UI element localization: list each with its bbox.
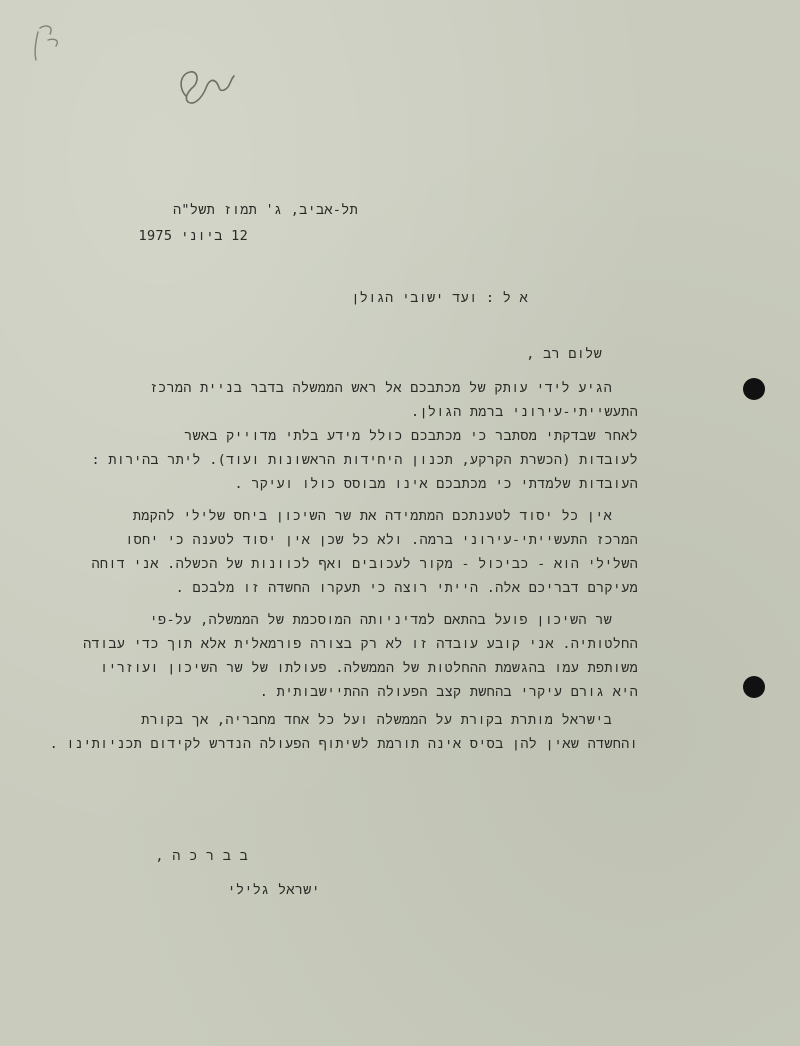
signature-name: ישראל גלילי bbox=[227, 882, 320, 898]
greeting: שלום רב , bbox=[526, 346, 602, 362]
date-gregorian: 12 ביוני 1975 bbox=[138, 228, 248, 244]
addressee: א ל : ועד ישובי הגולן bbox=[351, 290, 528, 306]
paragraph-5-line-1: בישראל מותרת בקורת על הממשלה ועל כל אחד מחבריה, אך בקורת bbox=[141, 712, 612, 728]
closing: ב ב ר כ ה , bbox=[155, 848, 248, 864]
paragraph-3-line-3: השלילי הוא - כביכול - מקור לעכובים ואף לכוונות של הכשלה. אני דוחה bbox=[91, 556, 638, 572]
paragraph-3-line-2: המרכז התעשייתי-עירוני ברמה. ולא כל שכן אין יסוד לטענה כי יחסו bbox=[125, 532, 638, 548]
paragraph-3-line-4: מעיקרם דבריכם אלה. הייתי רוצה כי תעקרו החשדה זו מלבכם . bbox=[175, 580, 638, 596]
punch-hole-lower bbox=[743, 676, 765, 698]
paragraph-2-line-2: לעובדות (הכשרת הקרקע, תכנון היחידות הראשונות ועוד). ליתר בהירות : bbox=[91, 452, 638, 468]
paragraph-4-line-1: שר השיכון פועל בהתאם למדיניותה המוסכמת של הממשלה, על-פי bbox=[149, 612, 612, 628]
paragraph-2-line-3: העובדות שלמדתי כי מכתבכם אינו מבוסס כולו ועיקר . bbox=[234, 476, 638, 492]
paragraph-4-line-2: החלטותיה. אני קובע עובדה זו לא רק בצורה פורמאלית אלא תוך כדי עבודה bbox=[83, 636, 638, 652]
paragraph-1-line-1: הגיע לידי עותק של מכתבכם אל ראש הממשלה בדבר בניית המרכז bbox=[149, 380, 612, 396]
handwritten-initial bbox=[172, 52, 242, 112]
paragraph-5-line-2: והחשדה שאין להן בסיס אינה תורמת לשיתוף הפעולה הנדרש לקידום תכניותינו . bbox=[49, 736, 638, 752]
date-place: תל-אביב, ג' תמוז תשל"ה bbox=[172, 202, 358, 218]
paragraph-3-line-1: אין כל יסוד לטענתכם המתמידה את שר השיכון ביחס שלילי להקמת bbox=[132, 508, 612, 524]
paragraph-4-line-3: משותפת עמו בהגשמת ההחלטות של הממשלה. פעולתו של שר השיכון ועוזריו bbox=[100, 660, 638, 676]
paragraph-1-line-2: התעשייתי-עירוני ברמת הגולן. bbox=[411, 404, 638, 420]
paragraph-4-line-4: היא גורם עיקרי בהחשת קצב הפעולה ההתיישבותית . bbox=[259, 684, 638, 700]
handwritten-mark-top-left bbox=[20, 10, 90, 80]
paragraph-2-line-1: לאחר שבדקתי מסתבר כי מכתבכם כולל מידע בלתי מדוייק באשר bbox=[184, 428, 638, 444]
punch-hole-upper bbox=[743, 378, 765, 400]
